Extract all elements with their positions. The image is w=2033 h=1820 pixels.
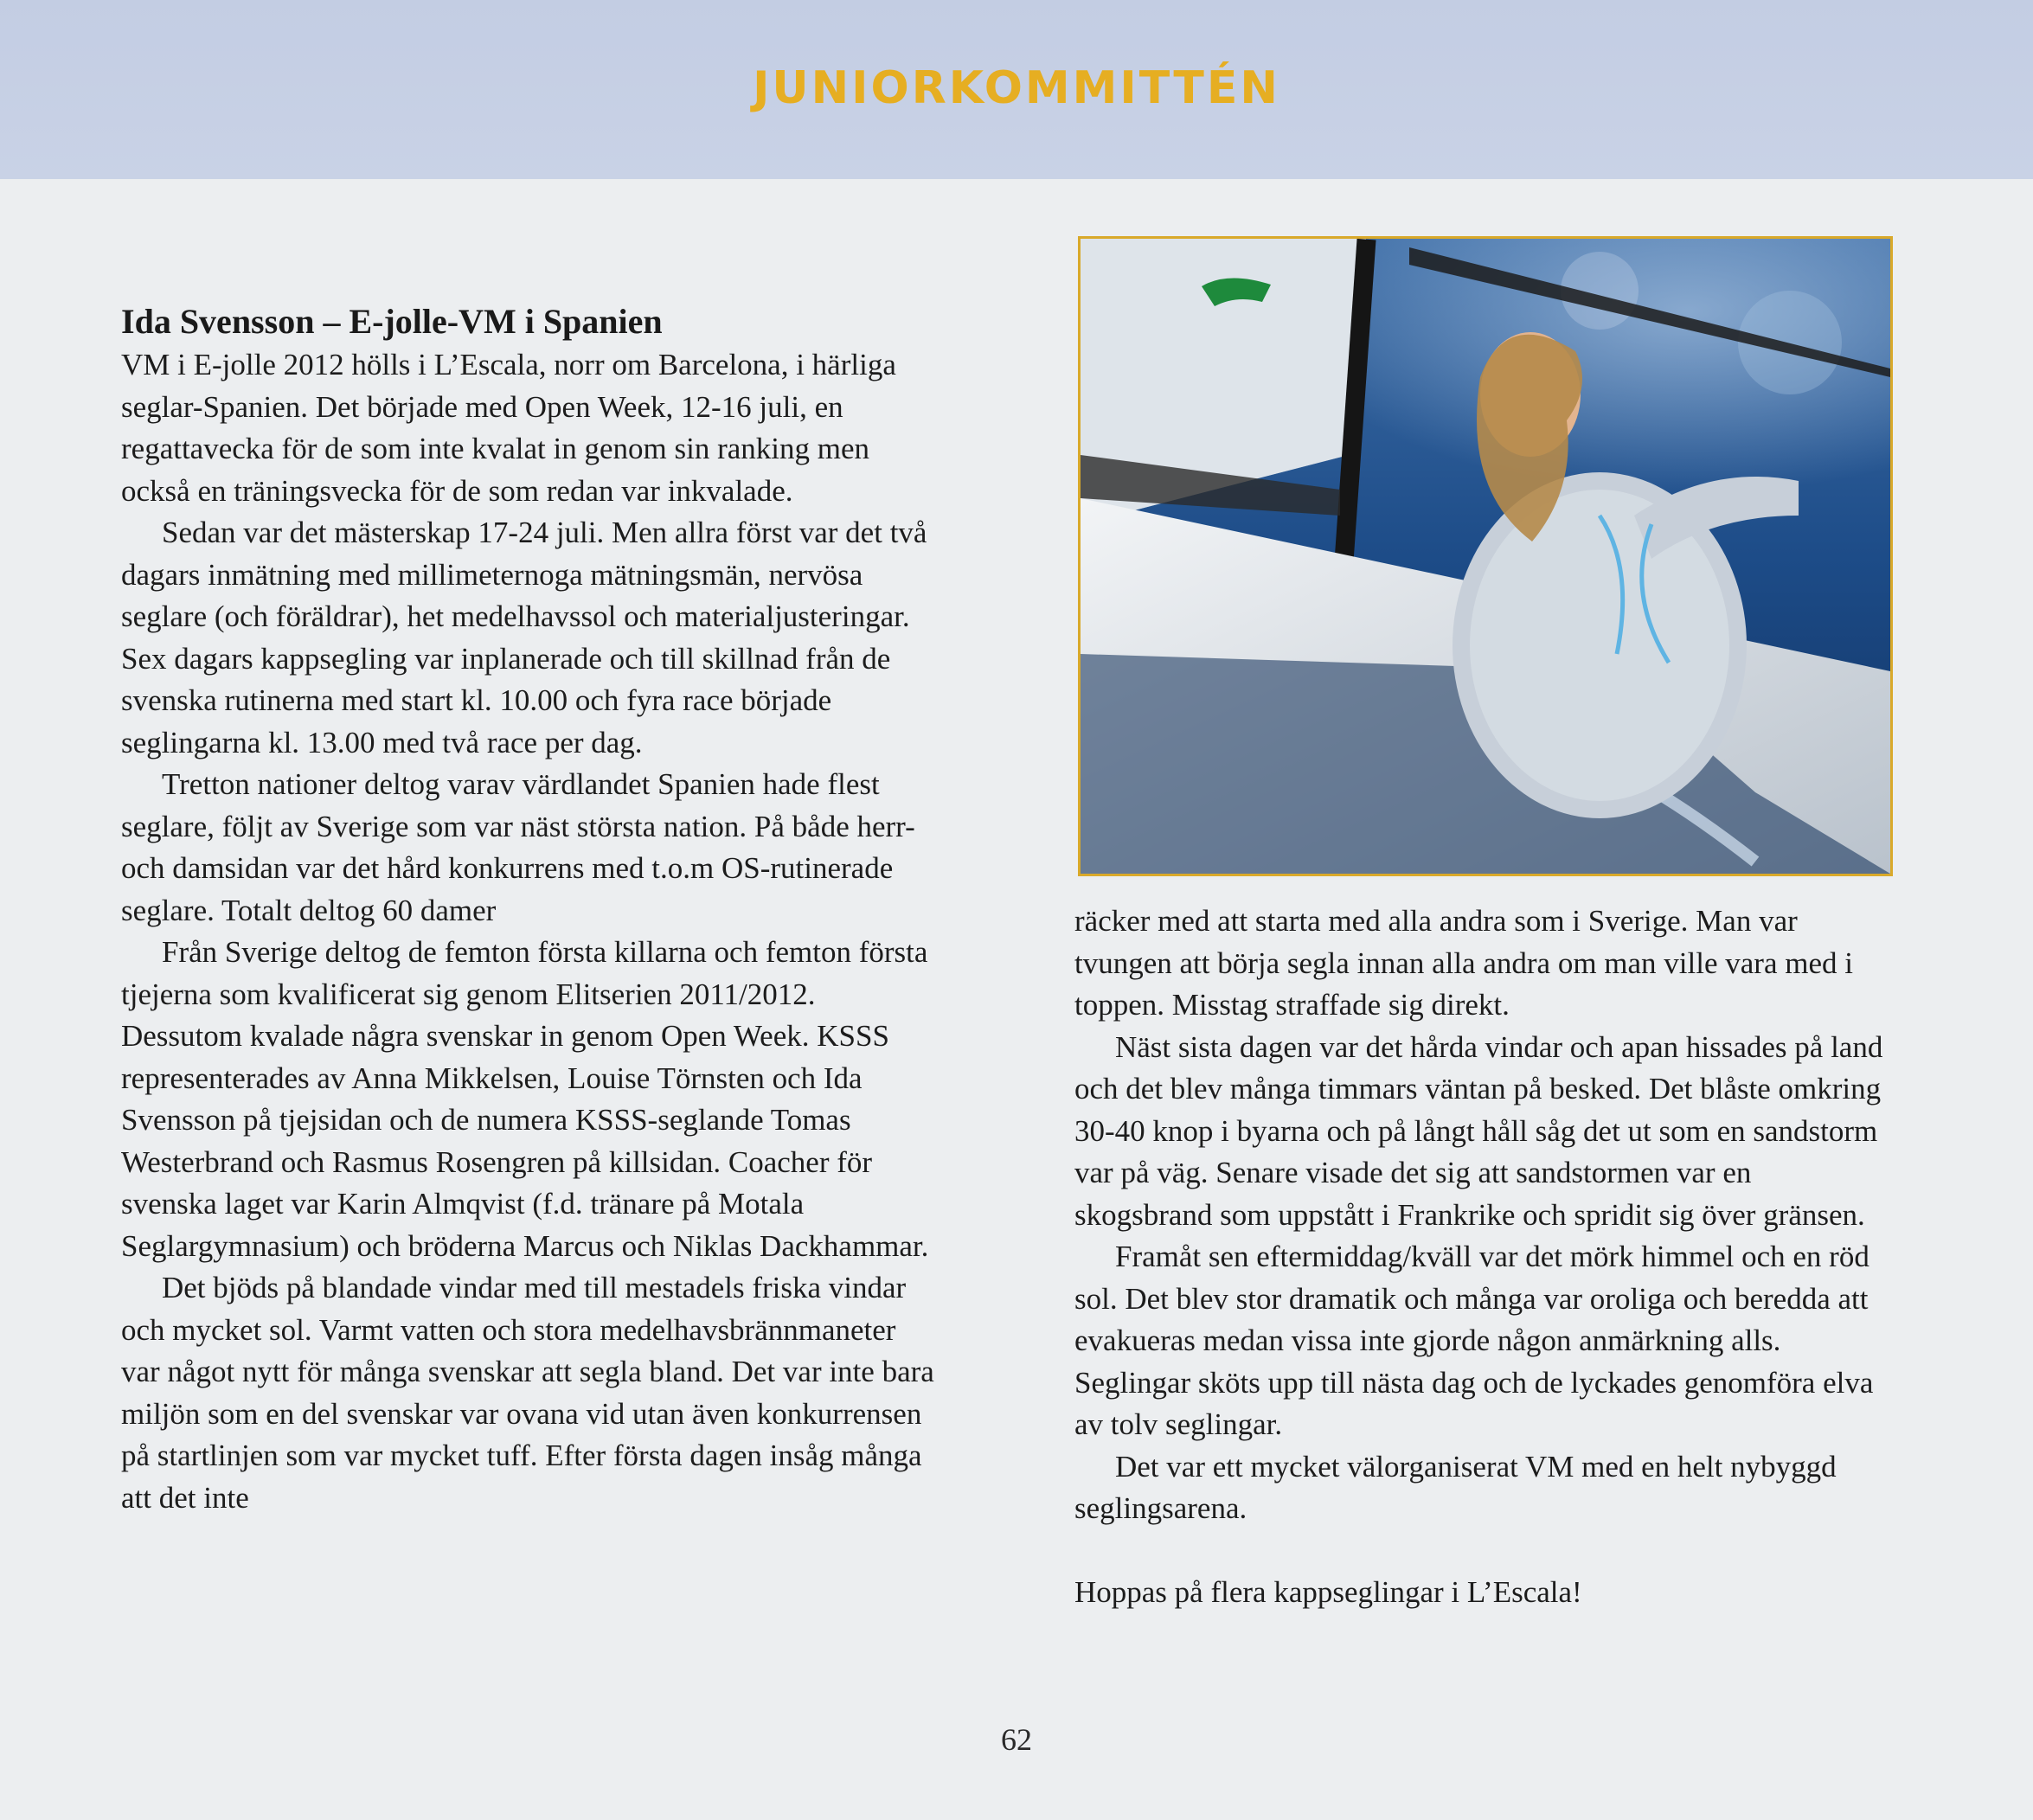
paragraph-right-4: Det var ett mycket välorganiserat VM med en helt nybyggd seglingsarena. — [1074, 1449, 1837, 1525]
paragraph-right-5: Hoppas på flera kappseglingar i L’Escala! — [1074, 1575, 1582, 1609]
article-left-column — [121, 299, 934, 1519]
article-right-column — [1074, 900, 1896, 1614]
article-title: Ida Svensson – E-jolle-VM i Spanien — [121, 302, 663, 341]
sailor-image — [1081, 239, 1890, 874]
paragraph-left-3: Tretton nationer deltog varav värdlandet Spanien hade flest seglare, följt av Sverige som var näst största nation. På både herr- och damsidan var det hård konkurrens med t.o.m OS-rutinerade seglare. Totalt deltog 60 damer — [121, 767, 915, 927]
paragraph-right-2: Näst sista dagen var det hårda vindar och apan hissades på land och det blev många timmars väntan på besked. Det blåste omkring 30-40 knop i byarna och på långt håll såg det ut som en sandstorm var på väg. Senare visade det sig att sandstormen var en skogsbrand som uppstått i Frankrike och spridit sig över gränsen. — [1074, 1029, 1883, 1232]
paragraph-left-4: Från Sverige deltog de femton första killarna och femton första tjejerna som kvalificerat sig genom Elitserien 2011/2012. Dessutom kvalade några svenskar in genom Open Week. KSSS representerades av Anna Mikkelsen, Louise Törnsten och Ida Svensson på tjejsidan och de numera KSSS-seglande Tomas Westerbrand och Rasmus Rosengren på killsidan. Coacher för svenska laget var Karin Almqvist (f.d. tränare på Motala Seglargymnasium) och bröderna Marcus och Niklas Dackhammar. — [121, 935, 929, 1263]
sailing-photo — [1078, 236, 1893, 876]
paragraph-left-1: VM i E-jolle 2012 hölls i L’Escala, norr om Barcelona, i härliga seglar-Spanien. Det började med Open Week, 12-16 juli, en regattavecka för de som inte kvalat in genom sin ranking men också en träningsvecka för de som redan var inkvalade. — [121, 348, 896, 508]
paragraph-left-5: Det bjöds på blandade vindar med till mestadels friska vindar och mycket sol. Varmt vatten och stora medelhavsbrännmaneter var något nytt för många svenskar att segla bland. Det var inte bara miljön som en del svenskar var ovana vid utan även konkurrensen på startlinjen som var mycket tuff. Efter första dagen insåg många att det inte — [121, 1271, 934, 1515]
paragraph-left-2: Sedan var det mästerskap 17-24 juli. Men allra först var det två dagars inmätning med millimeternoga mätningsmän, nervösa seglare (och föräldrar), het medelhavssol och materialjusteringar. Sex dagars kappsegling var inplanerade och till skillnad från de svenska rutinerna med start kl. 10.00 och fyra race började seglingarna kl. 13.00 med två race per dag. — [121, 516, 927, 759]
paragraph-right-3: Framåt sen eftermiddag/kväll var det mörk himmel och en röd sol. Det blev stor dramatik och många var oroliga och beredda att evakueras medan vissa inte gjorde någon anmärkning alls. Seglingar sköts upp till nästa dag och de lyckades genomföra elva av tolv seglingar. — [1074, 1240, 1874, 1441]
paragraph-right-1: räcker med att starta med alla andra som i Sverige. Man var tvungen att börja segla innan alla andra om man ville vara med i toppen. Misstag straffade sig direkt. — [1074, 904, 1853, 1022]
section-title: JUNIORKOMMITTÉN — [753, 62, 1280, 114]
page-number: 62 — [1001, 1722, 1032, 1757]
